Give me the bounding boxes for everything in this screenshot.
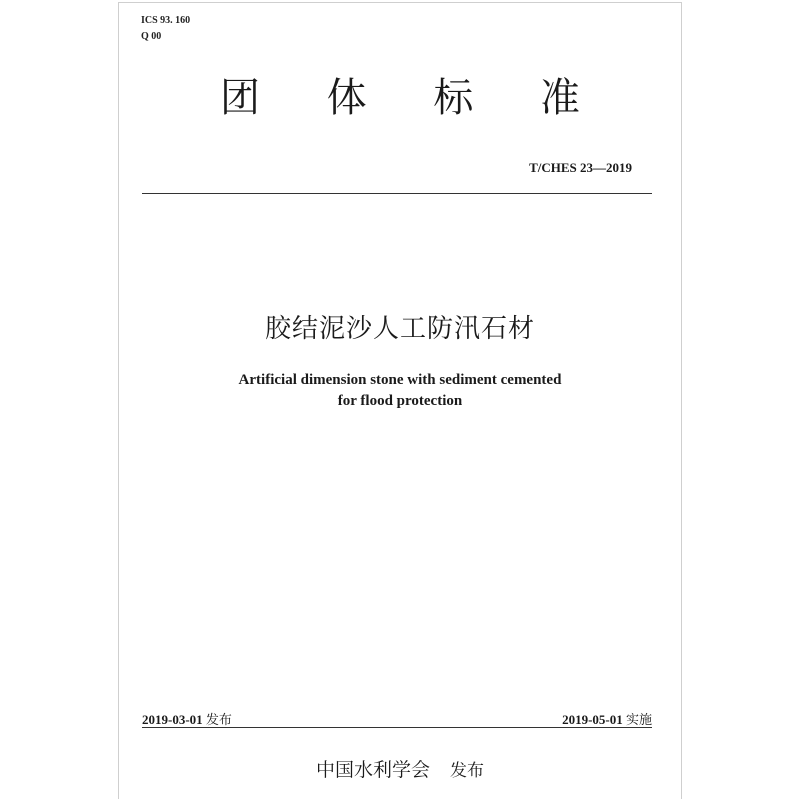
implement-date: 2019-05-01 — [562, 712, 623, 727]
standard-category-heading — [220, 72, 580, 124]
classification-codes — [141, 13, 190, 45]
issuer-name: 中国水利学会 — [315, 759, 430, 781]
category-char-1: 团 — [220, 75, 260, 121]
issuer-line — [0, 757, 800, 784]
top-divider — [142, 193, 652, 194]
implement-date-block — [562, 709, 652, 728]
category-char-2: 体 — [326, 75, 367, 121]
bottom-divider — [142, 727, 652, 728]
english-title-line-2: for flood protection — [337, 393, 463, 409]
implement-label: 实施 — [625, 713, 652, 728]
standard-number: T/CHES 23—2019 — [529, 160, 632, 175]
english-title-line-1: Artificial dimension stone with sediment cemented — [238, 372, 562, 388]
ccs-code: Q 00 — [141, 31, 162, 42]
issuer-action: 发布 — [450, 761, 484, 781]
publish-date-block — [142, 709, 232, 728]
publish-date: 2019-03-01 — [142, 712, 203, 727]
category-char-4: 准 — [539, 75, 580, 121]
ics-code: ICS 93. 160 — [141, 15, 191, 26]
english-title — [0, 370, 800, 412]
chinese-title: 胶结泥沙人工防汛石材 — [264, 314, 535, 344]
publish-label: 发布 — [205, 713, 232, 728]
category-char-3: 标 — [433, 75, 474, 121]
